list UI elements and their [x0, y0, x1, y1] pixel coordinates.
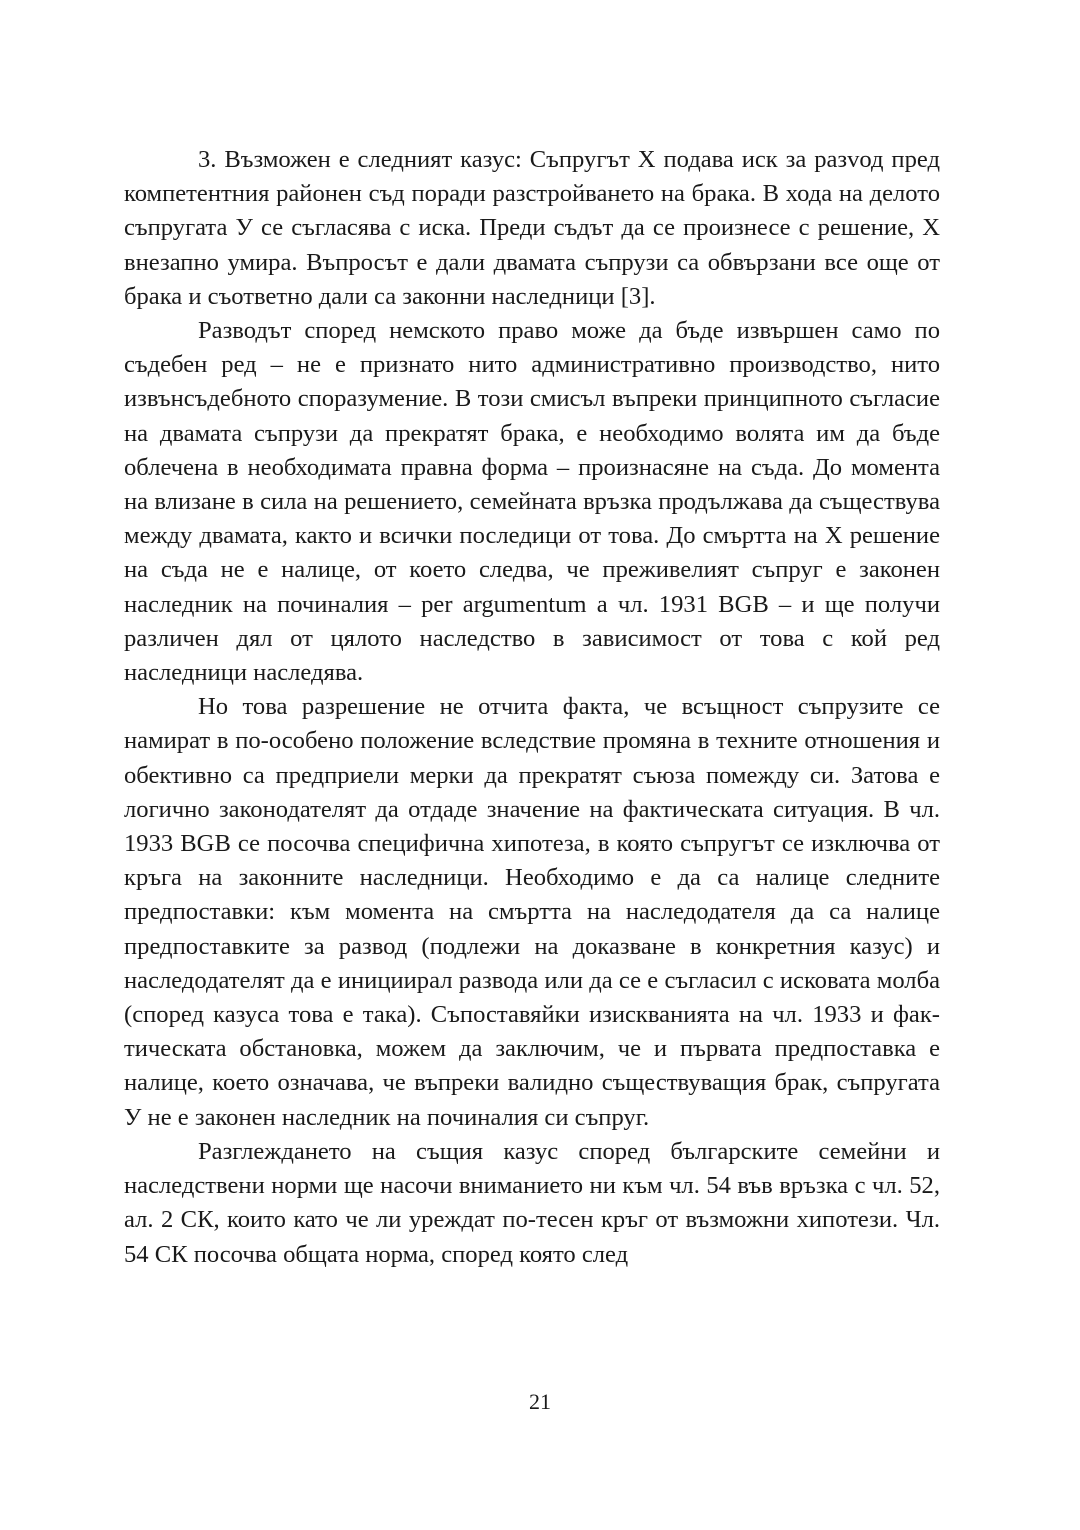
paragraph-bulgarian-law: Разглеждането на същия казус според българските семейни и наследствени норми ще насочи вниманието ни към чл. 54 във връзка с чл. 52, ал. 2 СК, които като че ли уреждат по-тесен кръг от възможни хипотези. Чл. 54 СК посочва общата норма, според която след: [124, 1137, 940, 1268]
page-number: 21: [529, 1389, 551, 1414]
paragraph-german-law: Разводът според немското право може да бъде извършен само по съдебен ред – не е признато нито административно производство, нито извънсъдебното споразумение. В този смисъл въпреки принципното съгласие на двамата съпрузи да прекратят брака, е необходимо волята им да бъде облечена в необходимата правна форма – произнасяне на съда. До момента на влизане в сила на решението, семейната връзка продължава да съществува между двамата, както и всички последици от това. До смъртта на Х решение на съда не е налице, от което следва, че преживелият съпруг е законен наследник на починалия – per argumentum a чл. 1931 BGB – и ще получи различен дял от цялото наследство в зависимост от това с кой ред наследници наследява.: [124, 317, 940, 687]
paragraph-case-statement: 3. Възможен е следният казус: Съпругът Х подава иск за разvод пред компетентния районен съд поради разстройването на брака. В хода на делото съпругата У се съгласява с иска. Преди съдът да се произнесе с решение, Х внезапно умира. Въпросът е дали двамата съпрузи са обвързани все още от брака и съответно дали са законни наследници [3].: [124, 146, 940, 310]
body-text: [124, 143, 940, 1272]
paragraph-bgb-1933: Но това разрешение не отчита факта, че всъщност съпрузите се намират в по-особено положение вследствие промяна в техните отношения и обективно са предприели мерки да прекратят съюза помежду си. Затова е логично законодателят да отдаде значение на фактическата ситуация. В чл. 1933 BGB се посочва специфична хипотеза, в която съпругът се изключва от кръга на законните наследници. Необходимо е да са налице следните предпоставки: към момента на смъртта на наследодателя да са налице предпоставките за развод (подлежи на доказване в конкретния казус) и наследодателят да е инициирал развода или да се е съгласил с исковата молба (според казуса това е така). Съпоставяйки изискванията на чл. 1933 и фактическата обстановка, можем да заключим, че и първата предпоставка е налице, което означава, че въпреки валидно съществуващия брак, съпругата У не е законен наследник на починалия си съпруг.: [124, 693, 940, 1131]
